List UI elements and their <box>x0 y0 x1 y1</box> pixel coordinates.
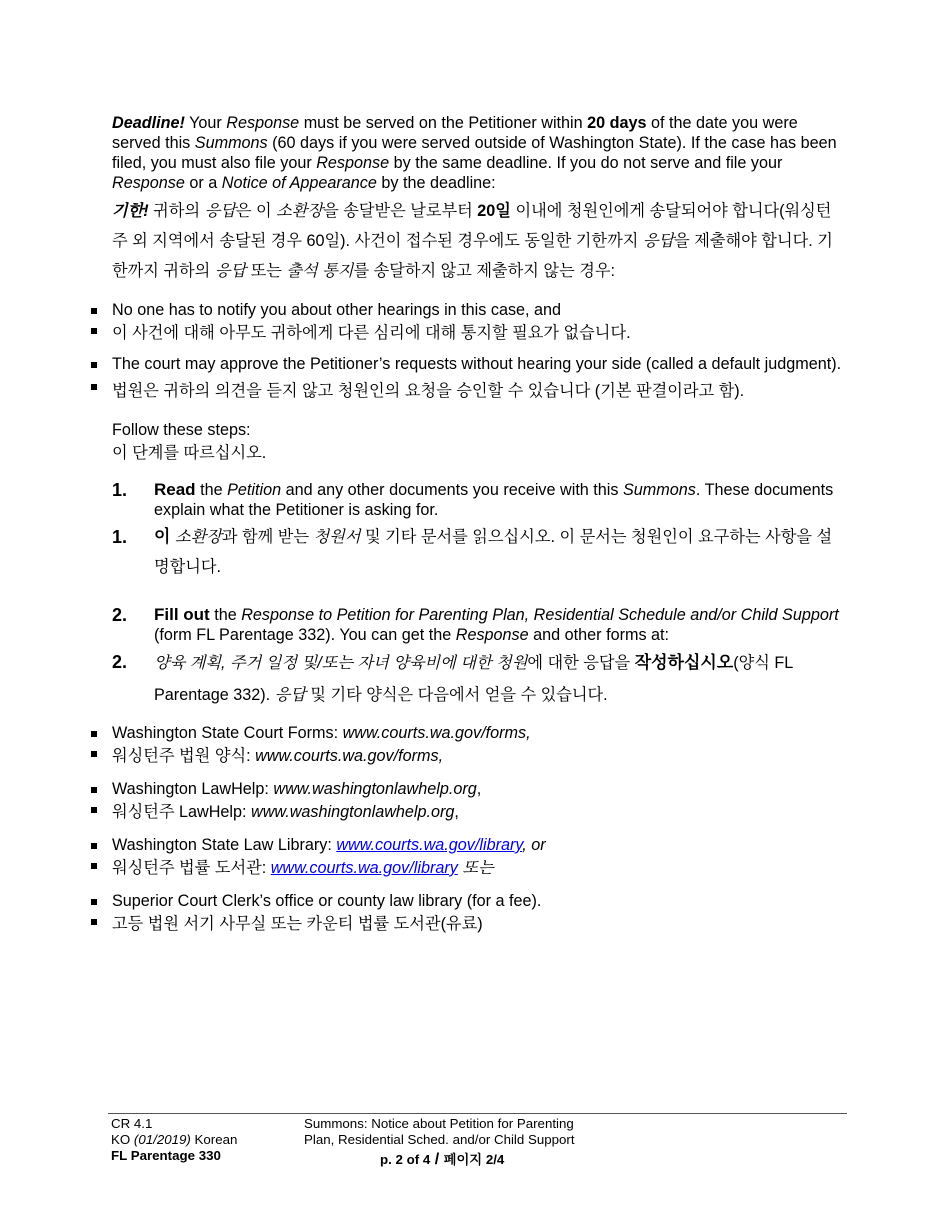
term-form-name-ko: 양육 계획, 주거 일정 및/또는 자녀 양육비에 대한 청원 <box>154 654 528 672</box>
follow-steps-en: Follow these steps: <box>112 421 251 439</box>
text: . These documents explain what the Petitioner is asking for. <box>154 481 834 519</box>
text: the <box>195 481 228 499</box>
text: 을 송달받은 날로부터 <box>323 202 478 220</box>
list-item <box>112 779 842 799</box>
term-notice-ko: 출석 통지 <box>286 262 354 280</box>
text: (form FL Parentage 332). You can get the <box>154 626 456 644</box>
text: (60 days if you were served outside of Washington State). If the case has been filed, you must also file your <box>112 134 837 172</box>
text: , <box>454 803 459 821</box>
footer-form-info <box>111 1116 237 1164</box>
term-response-ko: 응답 <box>274 686 306 704</box>
step-2-en <box>112 605 842 645</box>
page-number <box>380 1152 504 1168</box>
text: must be served on the Petitioner within <box>299 114 588 132</box>
step-number: 2. <box>112 605 128 625</box>
list-item: 고등 법원 서기 사무실 또는 카운티 법률 도서관(유료) <box>112 911 842 937</box>
footer-date: (01/2019) <box>133 1132 191 1147</box>
text: 에 대한 응답을 <box>527 654 635 672</box>
resources-list <box>112 723 842 937</box>
list-item <box>112 743 842 769</box>
text: KO <box>111 1132 134 1147</box>
term-summons: Summons <box>623 481 696 499</box>
step-verb: Fill out <box>154 605 210 624</box>
footer-title-line: Plan, Residential Sched. and/or Child Support <box>304 1132 575 1147</box>
step-number: 2. <box>112 652 128 672</box>
step-2-ko <box>112 647 842 711</box>
list-item: 이 사건에 대해 아무도 귀하에게 다른 심리에 대해 통지할 필요가 없습니다. <box>112 320 842 346</box>
term-summons-ko: 소환장 <box>276 202 324 220</box>
term-response-ko: 응답 <box>214 262 247 280</box>
resource-url: www.courts.wa.gov/forms, <box>255 747 444 765</box>
footer-version <box>111 1132 237 1148</box>
step-1-ko <box>112 522 842 582</box>
term-petition: Petition <box>227 481 282 499</box>
text: 및 기타 문서를 읽으십시오. 이 문서는 청원인이 요구하는 사항을 설명합니다. <box>154 528 833 576</box>
text: the <box>209 606 242 624</box>
text: Your <box>184 114 227 132</box>
term-petition-ko: 청원서 <box>313 528 361 546</box>
text: 은 이 <box>235 202 277 220</box>
text: 을 제출해야 합니다. 기한까지 귀하의 <box>112 232 833 280</box>
term-notice: Notice of Appearance <box>221 174 377 192</box>
deadline-label-ko: 기한! <box>112 202 149 220</box>
text: Korean <box>190 1132 238 1147</box>
list-item: The court may approve the Petitioner’s requests without hearing your side (called a default judgment). <box>112 355 842 373</box>
deadline-en <box>112 113 842 193</box>
text: 과 함께 받는 <box>221 528 314 546</box>
list-item: Superior Court Clerk’s office or county law library (for a fee). <box>112 891 842 911</box>
list-item: 법원은 귀하의 의견을 듣지 않고 청원인의 요청을 승인할 수 있습니다 (기본 판결이라고 함). <box>112 376 842 406</box>
text: 이내에 청원인에게 송달되어야 합니다(워싱턴주 외 지역에서 송달된 경우 60일). 사건이 접수된 경우에도 동일한 기한까지 <box>112 202 832 250</box>
text: 를 송달하지 않고 제출하지 않는 경우: <box>353 262 615 280</box>
step-verb: Read <box>154 480 196 499</box>
text: by the deadline: <box>376 174 496 192</box>
term-form-name: Response to Petition for Parenting Plan, Residential Schedule and/or Child Support <box>241 606 839 624</box>
consequences-list <box>112 300 842 406</box>
library-link[interactable]: www.courts.wa.gov/library <box>270 859 458 877</box>
list-item <box>112 835 842 855</box>
page-number-ko: 페이지 2/4 <box>443 1152 505 1167</box>
text: or a <box>184 174 222 192</box>
footer-title-line: Summons: Notice about Petition for Parenting <box>304 1116 574 1131</box>
deadline-days-ko: 20일 <box>477 202 511 220</box>
page-number-en: p. 2 of 4 <box>380 1152 431 1167</box>
list-item: No one has to notify you about other hearings in this case, and <box>112 300 842 320</box>
resource-label: 워싱턴주 법률 도서관: <box>112 859 271 877</box>
text: 또는 <box>457 859 494 877</box>
text: of the date you were served this <box>112 114 798 152</box>
term-response-ko: 응답 <box>204 202 236 220</box>
term-summons-ko: 소환장 <box>174 528 222 546</box>
deadline-label: Deadline! <box>112 114 185 132</box>
deadline-days: 20 days <box>587 114 647 132</box>
term-response: Response <box>112 174 185 192</box>
text: , or <box>522 836 546 854</box>
text: / <box>430 1151 444 1168</box>
step-1-en <box>112 480 842 520</box>
term-summons: Summons <box>194 134 268 152</box>
resource-label: Washington LawHelp: <box>112 780 274 798</box>
library-link[interactable]: www.courts.wa.gov/library <box>336 836 523 854</box>
text: by the same deadline. If you do not serve and file your <box>389 154 783 172</box>
step-number: 1. <box>112 480 128 500</box>
resource-url: www.courts.wa.gov/forms, <box>342 724 531 742</box>
resource-label: Washington State Law Library: <box>112 836 337 854</box>
step-verb-ko: 작성하십시오 <box>634 653 734 672</box>
term-response: Response <box>316 154 390 172</box>
term-response-ko: 응답 <box>642 232 675 250</box>
footer-title <box>304 1116 575 1148</box>
text: (양식 FL Parentage 332). <box>154 654 793 704</box>
deadline-ko <box>112 196 842 286</box>
list-item <box>112 855 842 881</box>
page-body <box>112 113 842 937</box>
term-response: Response <box>226 114 300 132</box>
footer-form-number: FL Parentage 330 <box>111 1148 221 1163</box>
page-footer <box>108 1113 847 1168</box>
list-item <box>112 799 842 825</box>
list-item <box>112 723 842 743</box>
follow-steps-ko: 이 단계를 따르십시오. <box>112 444 267 462</box>
resource-label: 워싱턴주 법원 양식: <box>112 747 256 765</box>
resource-url: www.washingtonlawhelp.org <box>251 803 455 821</box>
text: , <box>476 780 482 798</box>
text: and other forms at: <box>528 626 670 644</box>
text: 및 기타 양식은 다음에서 얻을 수 있습니다. <box>305 686 608 704</box>
step-number: 1. <box>112 527 128 547</box>
resource-label: 워싱턴주 LawHelp: <box>112 803 252 821</box>
text: and any other documents you receive with this <box>281 481 623 499</box>
text: 귀하의 <box>148 202 205 220</box>
resource-url: www.washingtonlawhelp.org <box>273 780 477 798</box>
text: 또는 <box>246 262 287 280</box>
footer-rule: CR 4.1 <box>111 1116 153 1131</box>
step-verb-ko: 이 <box>154 527 171 546</box>
term-response: Response <box>455 626 529 644</box>
resource-label: Washington State Court Forms: <box>112 724 343 742</box>
